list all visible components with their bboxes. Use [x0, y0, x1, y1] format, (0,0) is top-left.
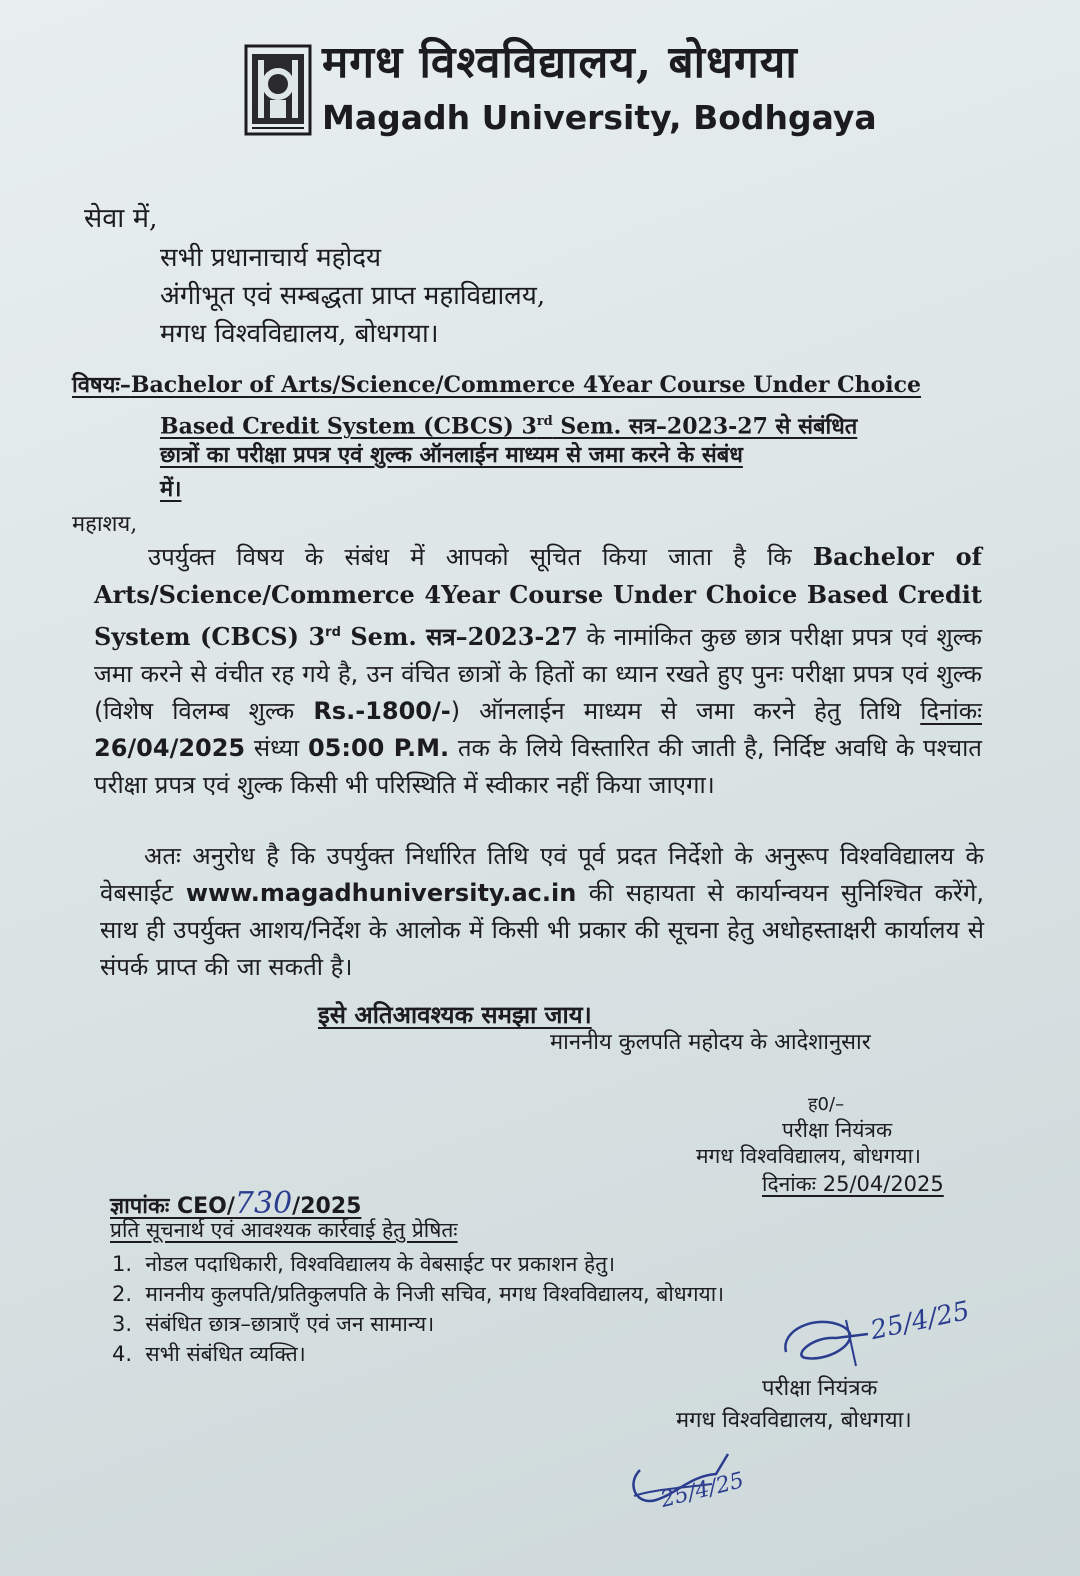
controller-office-2: मगध विश्वविद्यालय, बोधगया। [676, 1408, 912, 1433]
urgent-note: इसे अतिआवश्यक समझा जाय। [318, 1001, 592, 1029]
controller-office: मगध विश्वविद्यालय, बोधगया। [696, 1144, 921, 1168]
address-to: सेवा में, [84, 203, 158, 234]
deadline-date: 26/04/2025 [94, 734, 246, 762]
subject-line-2: Based Credit System (CBCS) 3rd Sem. सत्र–2023-27 से संबंधित [160, 413, 858, 440]
list-item: 2. माननीय कुलपति/प्रतिकुलपति के निजी सचिव, मगध विश्वविद्यालय, बोधगया। [112, 1282, 725, 1306]
handwritten-memo-number: 730 [234, 1186, 293, 1221]
subject-line-3: छात्रों का परीक्षा प्रपत्र एवं शुल्क ऑनलाईन माध्यम से जमा करने के संबंध [160, 442, 743, 468]
list-item: 1. नोडल पदाधिकारी, विश्वविद्यालय के वेबसाईट पर प्रकाशन हेतु। [112, 1252, 616, 1276]
subject-line-1: विषयः–Bachelor of Arts/Science/Commerce 4Year Course Under Choice [72, 372, 922, 398]
controller-designation: परीक्षा नियंत्रक [782, 1118, 893, 1142]
forwarding-note: प्रति सूचनार्थ एवं आवश्यक कार्रवाई हेतु प्रेषितः [110, 1218, 458, 1242]
university-name-english: Magadh University, Bodhgaya [322, 98, 877, 137]
university-emblem [244, 44, 312, 136]
memo-number: ज्ञापांकः CEO/730/2025 [110, 1186, 362, 1221]
signed-mark: ह0/– [808, 1094, 845, 1115]
late-fee: Rs.-1800/- [313, 697, 451, 725]
university-website: www.magadhuniversity.ac.in [185, 879, 577, 907]
subject-label: विषयः– [72, 372, 131, 398]
address-line-3: मगध विश्वविद्यालय, बोधगया। [160, 319, 439, 349]
list-item: 4. सभी संबंधित व्यक्ति। [112, 1342, 306, 1366]
address-line-1: सभी प्रधानाचार्य महोदय [160, 243, 382, 273]
handwritten-date: 25/4/25 [867, 1295, 973, 1347]
order-note: माननीय कुलपति महोदय के आदेशानुसार [550, 1030, 871, 1055]
university-name-hindi: मगध विश्वविद्यालय, बोधगया [322, 37, 798, 88]
controller-designation-2: परीक्षा नियंत्रक [762, 1376, 878, 1401]
body-paragraph-2: अतः अनुरोध है कि उपर्युक्त निर्धारित तिथि एवं पूर्व प्रदत निर्देशो के अनुरूप विश्वविद्यालय के वेबसाईट www.magadhuniversity.ac.in की सहायता से कार्यान्वयन सुनिश्चित करेंगे, साथ ही उपर्युक्त आशय/निर्देश के आलोक में किसी भी प्रकार की सूचना हेतु अधोहस्ताक्षरी कार्यालय से संपर्क प्राप्त की जा सकती है। [100, 842, 984, 981]
deadline-time: 05:00 P.M. [307, 734, 450, 762]
bottom-handwritten-date: 25/4/25 [658, 1468, 747, 1513]
subject-line-4: में। [160, 476, 182, 502]
address-line-2: अंगीभूत एवं सम्बद्धता प्राप्त महाविद्यालय, [160, 281, 546, 311]
list-item: 3. संबंधित छात्र–छात्राएँ एवं जन सामान्य। [112, 1312, 435, 1336]
letter-date: दिनांकः 25/04/2025 [762, 1172, 944, 1196]
greeting: महाशय, [72, 512, 138, 537]
body-paragraph-1: उपर्युक्त विषय के संबंध में आपको सूचित किया जाता है कि Bachelor of Arts/Science/Commerce 4Year Course Under Choice Based Credit System (CBCS) 3rd Sem. सत्र–2023-27 के नामांकित कुछ छात्र परीक्षा प्रपत्र एवं शुल्क जमा करने से वंचीत रह गये है, उन वंचित छात्रों के हितों का ध्यान रखते हुए पुनः परीक्षा प्रपत्र एवं शुल्क (विशेष विलम्ब शुल्क Rs.-1800/-) ऑनलाईन माध्यम से जमा करने हेतु तिथि दिनांकः 26/04/2025 संध्या 05:00 P.M. तक के लिये विस्तारित की जाती है, निर्दिष्ट अवधि के पश्चात परीक्षा प्रपत्र एवं शुल्क किसी भी परिस्थिति में स्वीकार नहीं किया जाएगा। [94, 542, 982, 799]
